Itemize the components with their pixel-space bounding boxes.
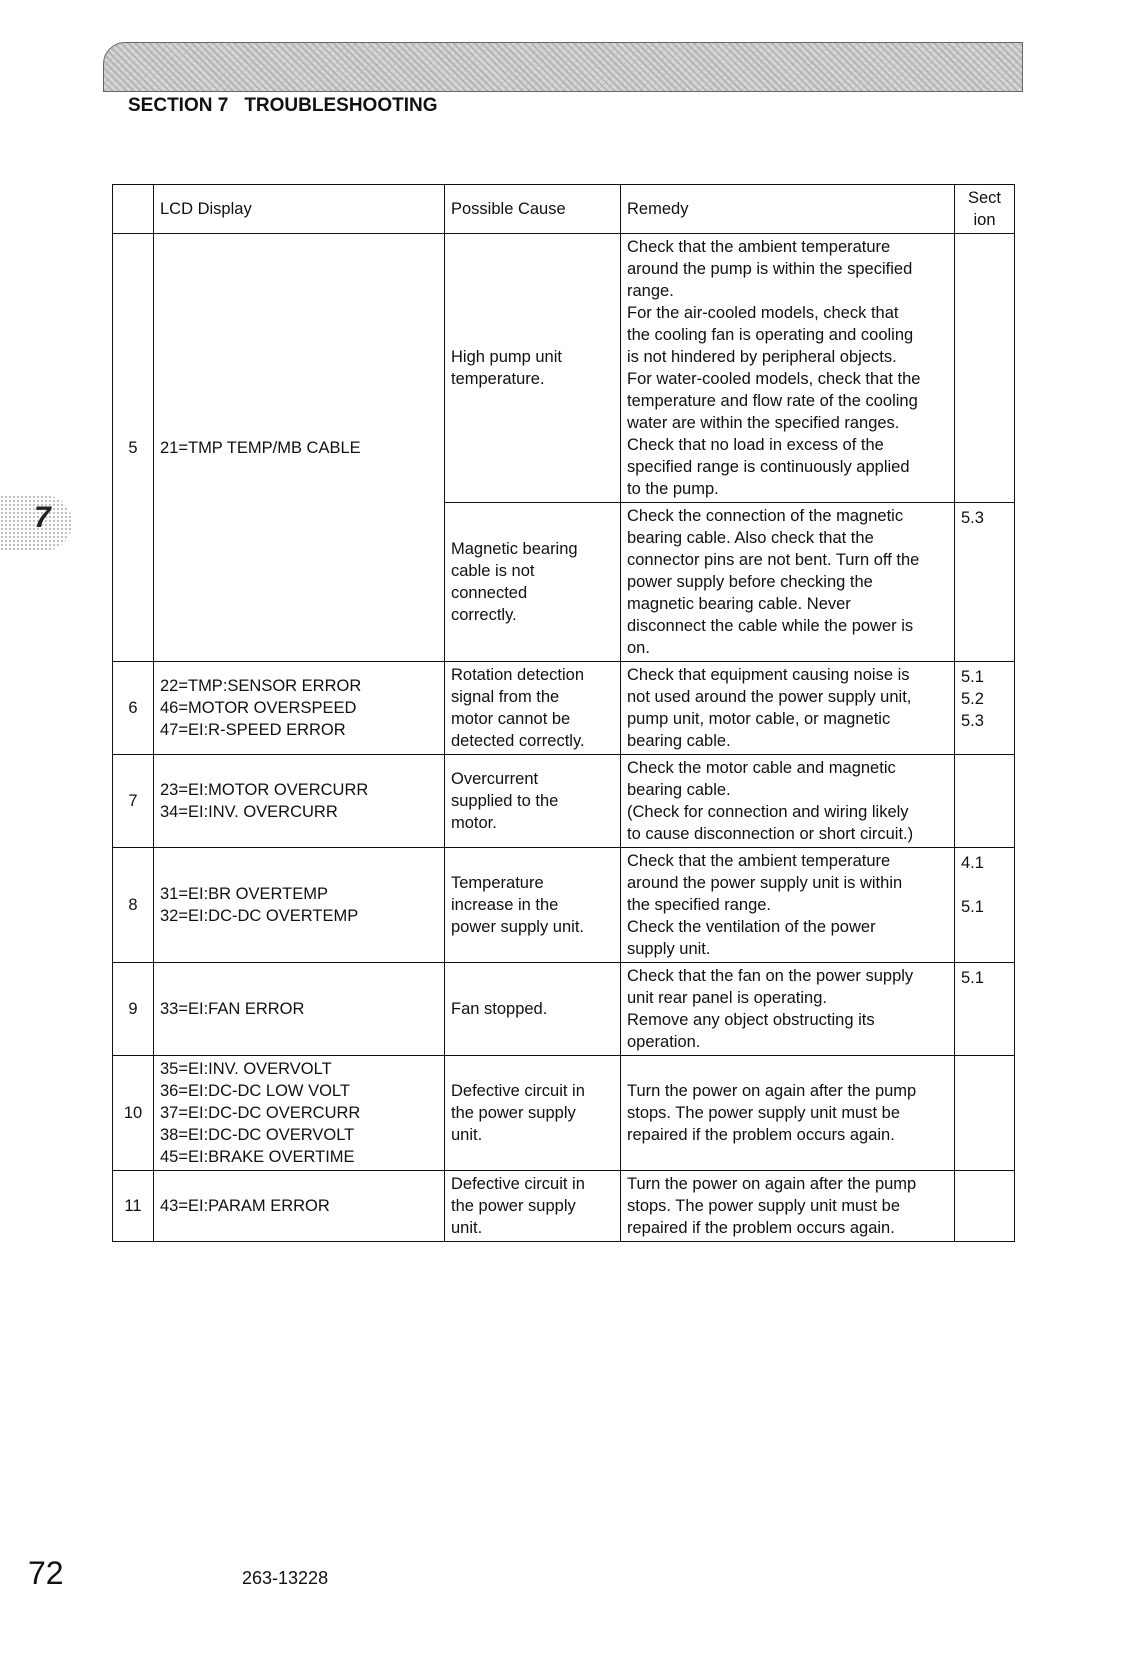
remedy-cell	[621, 1171, 955, 1242]
section-ref: 5.2	[961, 690, 984, 708]
lcd-code: 38=EI:DC-DC OVERVOLT	[160, 1126, 355, 1144]
lcd-code: 33=EI:FAN ERROR	[160, 1000, 305, 1018]
section-ref-cell	[955, 662, 1015, 755]
chapter-tab	[0, 495, 72, 551]
possible-cause-text: Temperature increase in the power supply unit.	[451, 874, 584, 936]
header-num	[113, 185, 154, 234]
row-number: 7	[113, 755, 154, 848]
remedy-cell	[621, 662, 955, 755]
remedy-text: Check that equipment causing noise is not used around the power supply unit, pump unit, motor cable, or magnetic bearing cable.	[627, 666, 912, 750]
section-ref-cell	[955, 1171, 1015, 1242]
row-number: 10	[113, 1056, 154, 1171]
section-ref: 5.3	[961, 712, 984, 730]
lcd-code: 34=EI:INV. OVERCURR	[160, 803, 338, 821]
lcd-code: 43=EI:PARAM ERROR	[160, 1197, 330, 1215]
table-body	[113, 234, 1015, 1242]
section-ref: 5.1	[961, 969, 984, 987]
section-ref-cell	[955, 848, 1015, 963]
lcd-code: 45=EI:BRAKE OVERTIME	[160, 1148, 355, 1166]
lcd-code: 23=EI:MOTOR OVERCURR	[160, 781, 369, 799]
lcd-code: 47=EI:R-SPEED ERROR	[160, 721, 346, 739]
possible-cause-text: Defective circuit in the power supply unit.	[451, 1082, 585, 1144]
section-ref: 5.3	[961, 509, 984, 527]
section-ref-cell	[955, 963, 1015, 1056]
table-row	[113, 1056, 1015, 1171]
remedy-cell	[621, 963, 955, 1056]
possible-cause-text: High pump unit temperature.	[451, 348, 562, 388]
remedy-text: Check that the fan on the power supply unit rear panel is operating. Remove any object obstructing its operation.	[627, 967, 914, 1051]
possible-cause-cell	[445, 503, 621, 662]
remedy-text: Check the connection of the magnetic bearing cable. Also check that the connector pins are not bent. Turn off the power supply before checking the magnetic bearing cable. Never disconnect the cable while the power is on.	[627, 507, 920, 657]
section-label: SECTION 7	[128, 95, 229, 116]
table-row	[113, 963, 1015, 1056]
remedy-cell	[621, 848, 955, 963]
header-lcd-display: LCD Display	[154, 185, 445, 234]
section-ref-cell	[955, 1056, 1015, 1171]
header-section: Sect ion	[955, 185, 1015, 234]
remedy-text: Check that the ambient temperature around the power supply unit is within the specified range. Check the ventilation of the power supply unit.	[627, 852, 903, 958]
possible-cause-cell	[445, 963, 621, 1056]
lcd-code: 32=EI:DC-DC OVERTEMP	[160, 907, 359, 925]
possible-cause-cell	[445, 662, 621, 755]
possible-cause-cell	[445, 755, 621, 848]
remedy-cell	[621, 234, 955, 503]
possible-cause-cell	[445, 234, 621, 503]
row-number: 5	[113, 234, 154, 662]
lcd-code: 21=TMP TEMP/MB CABLE	[160, 438, 361, 457]
header-remedy: Remedy	[621, 185, 955, 234]
table-row	[113, 755, 1015, 848]
possible-cause-text: Magnetic bearing cable is not connected correctly.	[451, 540, 578, 624]
remedy-cell	[621, 1056, 955, 1171]
section-ref: 4.1	[961, 854, 984, 872]
lcd-display-cell	[154, 234, 445, 662]
remedy-text: Turn the power on again after the pump stops. The power supply unit must be repaired if the problem occurs again.	[627, 1175, 917, 1237]
lcd-display-cell	[154, 848, 445, 963]
lcd-code: 37=EI:DC-DC OVERCURR	[160, 1104, 361, 1122]
remedy-text: Check that the ambient temperature around the pump is within the specified range. For the air-cooled models, check that the cooling fan is operating and cooling is not hindered by peripheral objects. For water-cooled models, check that the temperature and flow rate of the cooling water are within the specified ranges. Check that no load in excess of the specified range is continuously applied to the pump.	[627, 238, 921, 498]
lcd-display-cell	[154, 662, 445, 755]
section-ref: 5.1	[961, 668, 984, 686]
section-ref: 5.1	[961, 898, 984, 916]
possible-cause-text: Defective circuit in the power supply unit.	[451, 1175, 585, 1237]
table-row	[113, 234, 1015, 503]
row-number: 8	[113, 848, 154, 963]
lcd-code: 22=TMP:SENSOR ERROR	[160, 677, 362, 695]
possible-cause-cell	[445, 1171, 621, 1242]
remedy-cell	[621, 503, 955, 662]
lcd-display-cell	[154, 963, 445, 1056]
lcd-display-cell	[154, 1056, 445, 1171]
row-number: 6	[113, 662, 154, 755]
lcd-code: 36=EI:DC-DC LOW VOLT	[160, 1082, 350, 1100]
chapter-tab-number: 7	[34, 501, 51, 534]
row-number: 9	[113, 963, 154, 1056]
section-ref-cell	[955, 234, 1015, 503]
lcd-code: 46=MOTOR OVERSPEED	[160, 699, 357, 717]
troubleshooting-table	[112, 184, 1015, 1242]
section-title: TROUBLESHOOTING	[244, 95, 438, 116]
section-ref-cell	[955, 503, 1015, 662]
lcd-display-cell	[154, 755, 445, 848]
possible-cause-text: Fan stopped.	[451, 1000, 548, 1018]
row-number: 11	[113, 1171, 154, 1242]
remedy-cell	[621, 755, 955, 848]
section-ref-cell	[955, 755, 1015, 848]
lcd-code: 35=EI:INV. OVERVOLT	[160, 1060, 332, 1078]
section-heading	[128, 95, 437, 117]
possible-cause-cell	[445, 1056, 621, 1171]
possible-cause-text: Rotation detection signal from the motor cannot be detected correctly.	[451, 666, 585, 750]
remedy-text: Turn the power on again after the pump stops. The power supply unit must be repaired if the problem occurs again.	[627, 1082, 917, 1144]
header-possible-cause: Possible Cause	[445, 185, 621, 234]
lcd-code: 31=EI:BR OVERTEMP	[160, 885, 328, 903]
table-row	[113, 662, 1015, 755]
header-decorative-band	[103, 42, 1023, 92]
page-number: 72	[28, 1555, 64, 1591]
possible-cause-text: Overcurrent supplied to the motor.	[451, 770, 559, 832]
possible-cause-cell	[445, 848, 621, 963]
section-ref	[961, 874, 1008, 896]
remedy-text: Check the motor cable and magnetic bearing cable. (Check for connection and wiring likely to cause disconnection or short circuit.)	[627, 759, 914, 843]
table-row	[113, 848, 1015, 963]
lcd-display-cell	[154, 1171, 445, 1242]
document-code: 263-13228	[242, 1568, 329, 1588]
table-header-row	[113, 185, 1015, 234]
table-row	[113, 1171, 1015, 1242]
